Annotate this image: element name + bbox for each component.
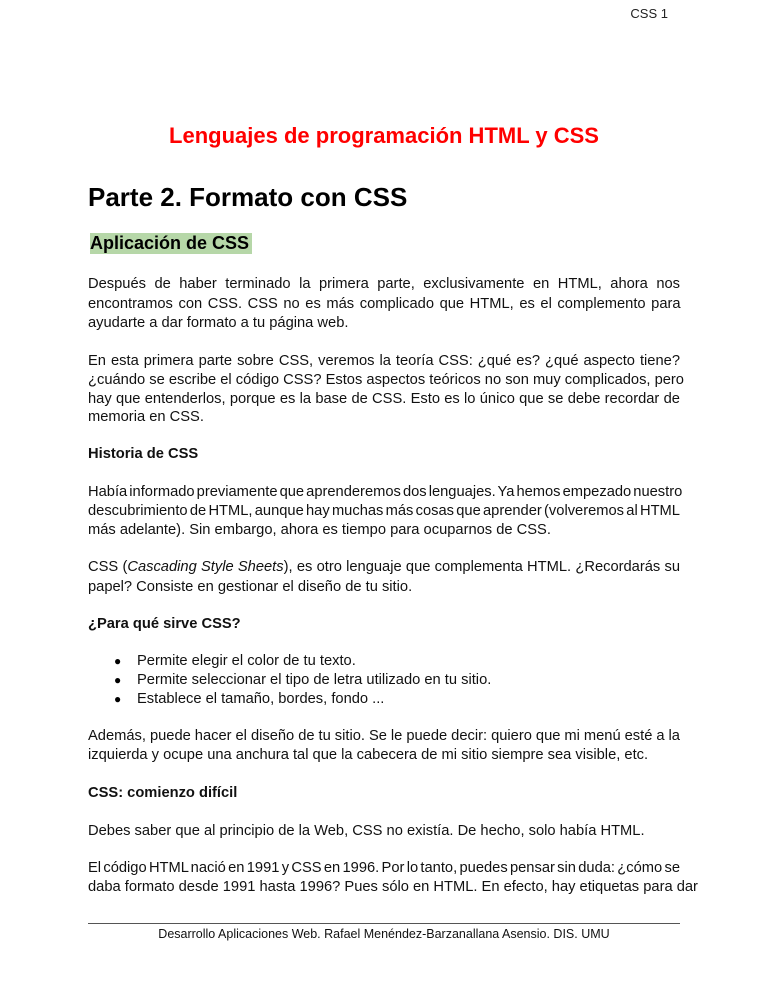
italic-term: Cascading Style Sheets — [127, 559, 284, 575]
part-heading: Parte 2. Formato con CSS — [88, 182, 408, 212]
text-line: Había informado previamente que aprenderemos dos lenguajes. Ya hemos empezado nuestro — [88, 484, 683, 500]
comienzo-heading: CSS: comienzo difícil — [88, 785, 238, 801]
page-footer: Desarrollo Aplicaciones Web. Rafael Menéndez-Barzanallana Asensio. DIS. UMU — [158, 927, 610, 941]
text-line: ¿cuándo se escribe el código CSS? Estos aspectos teóricos no son muy complicados, pero — [88, 372, 684, 388]
page-header-label: CSS 1 — [630, 6, 668, 21]
text-line: encontramos con CSS. CSS no es más complicado que HTML, es el complemento para — [88, 296, 681, 312]
text-line: daba formato desde 1991 hasta 1996? Pues sólo en HTML. En efecto, hay etiquetas para dar — [88, 879, 698, 895]
text-line: descubrimiento de HTML, aunque hay muchas más cosas que aprender (volveremos al HTML — [88, 503, 680, 519]
text-line: más adelante). Sin embargo, ahora es tiempo para ocuparnos de CSS. — [88, 522, 551, 538]
text-span: ), es otro lenguaje que complementa HTML. ¿Recordarás su — [283, 559, 681, 575]
text-line: papel? Consiste en gestionar el diseño de tu sitio. — [88, 579, 413, 595]
section-heading: Aplicación de CSS — [90, 233, 252, 254]
list-item: Permite elegir el color de tu texto. — [137, 653, 356, 669]
text-line: El código HTML nació en 1991 y CSS en 1996. Por lo tanto, puedes pensar sin duda: ¿cómo se — [88, 860, 681, 876]
para-que-heading: ¿Para qué sirve CSS? — [88, 616, 241, 632]
text-line: izquierda y ocupe una anchura tal que la cabecera de mi sitio siempre sea visible, etc. — [88, 747, 649, 763]
text-line: ayudarte a dar formato a tu página web. — [88, 315, 349, 331]
text-line: memoria en CSS. — [88, 409, 204, 425]
historia-heading: Historia de CSS — [88, 446, 199, 462]
text-span: CSS ( — [88, 559, 128, 575]
text-line: Además, puede hacer el diseño de tu sitio. Se le puede decir: quiero que mi menú esté a la — [88, 728, 680, 744]
bullet-icon: ● — [114, 673, 122, 687]
bullet-icon: ● — [114, 654, 122, 668]
text-line: hay que entenderlos, porque es la base de CSS. Esto es lo único que se debe recordar de — [88, 391, 680, 407]
bullet-icon: ● — [114, 692, 122, 706]
footer-divider — [88, 923, 680, 924]
text-line: Después de haber terminado la primera parte, exclusivamente en HTML, ahora nos — [88, 276, 681, 292]
text-line: En esta primera parte sobre CSS, veremos la teoría CSS: ¿qué es? ¿qué aspecto tiene? — [88, 353, 680, 369]
list-item: Establece el tamaño, bordes, fondo ... — [137, 691, 385, 707]
paragraph-beginning: Debes saber que al principio de la Web, CSS no existía. De hecho, solo había HTML. — [88, 823, 645, 839]
text-line — [88, 558, 680, 578]
list-item: Permite seleccionar el tipo de letra utilizado en tu sitio. — [137, 672, 492, 688]
document-title: Lenguajes de programación HTML y CSS — [169, 123, 599, 148]
